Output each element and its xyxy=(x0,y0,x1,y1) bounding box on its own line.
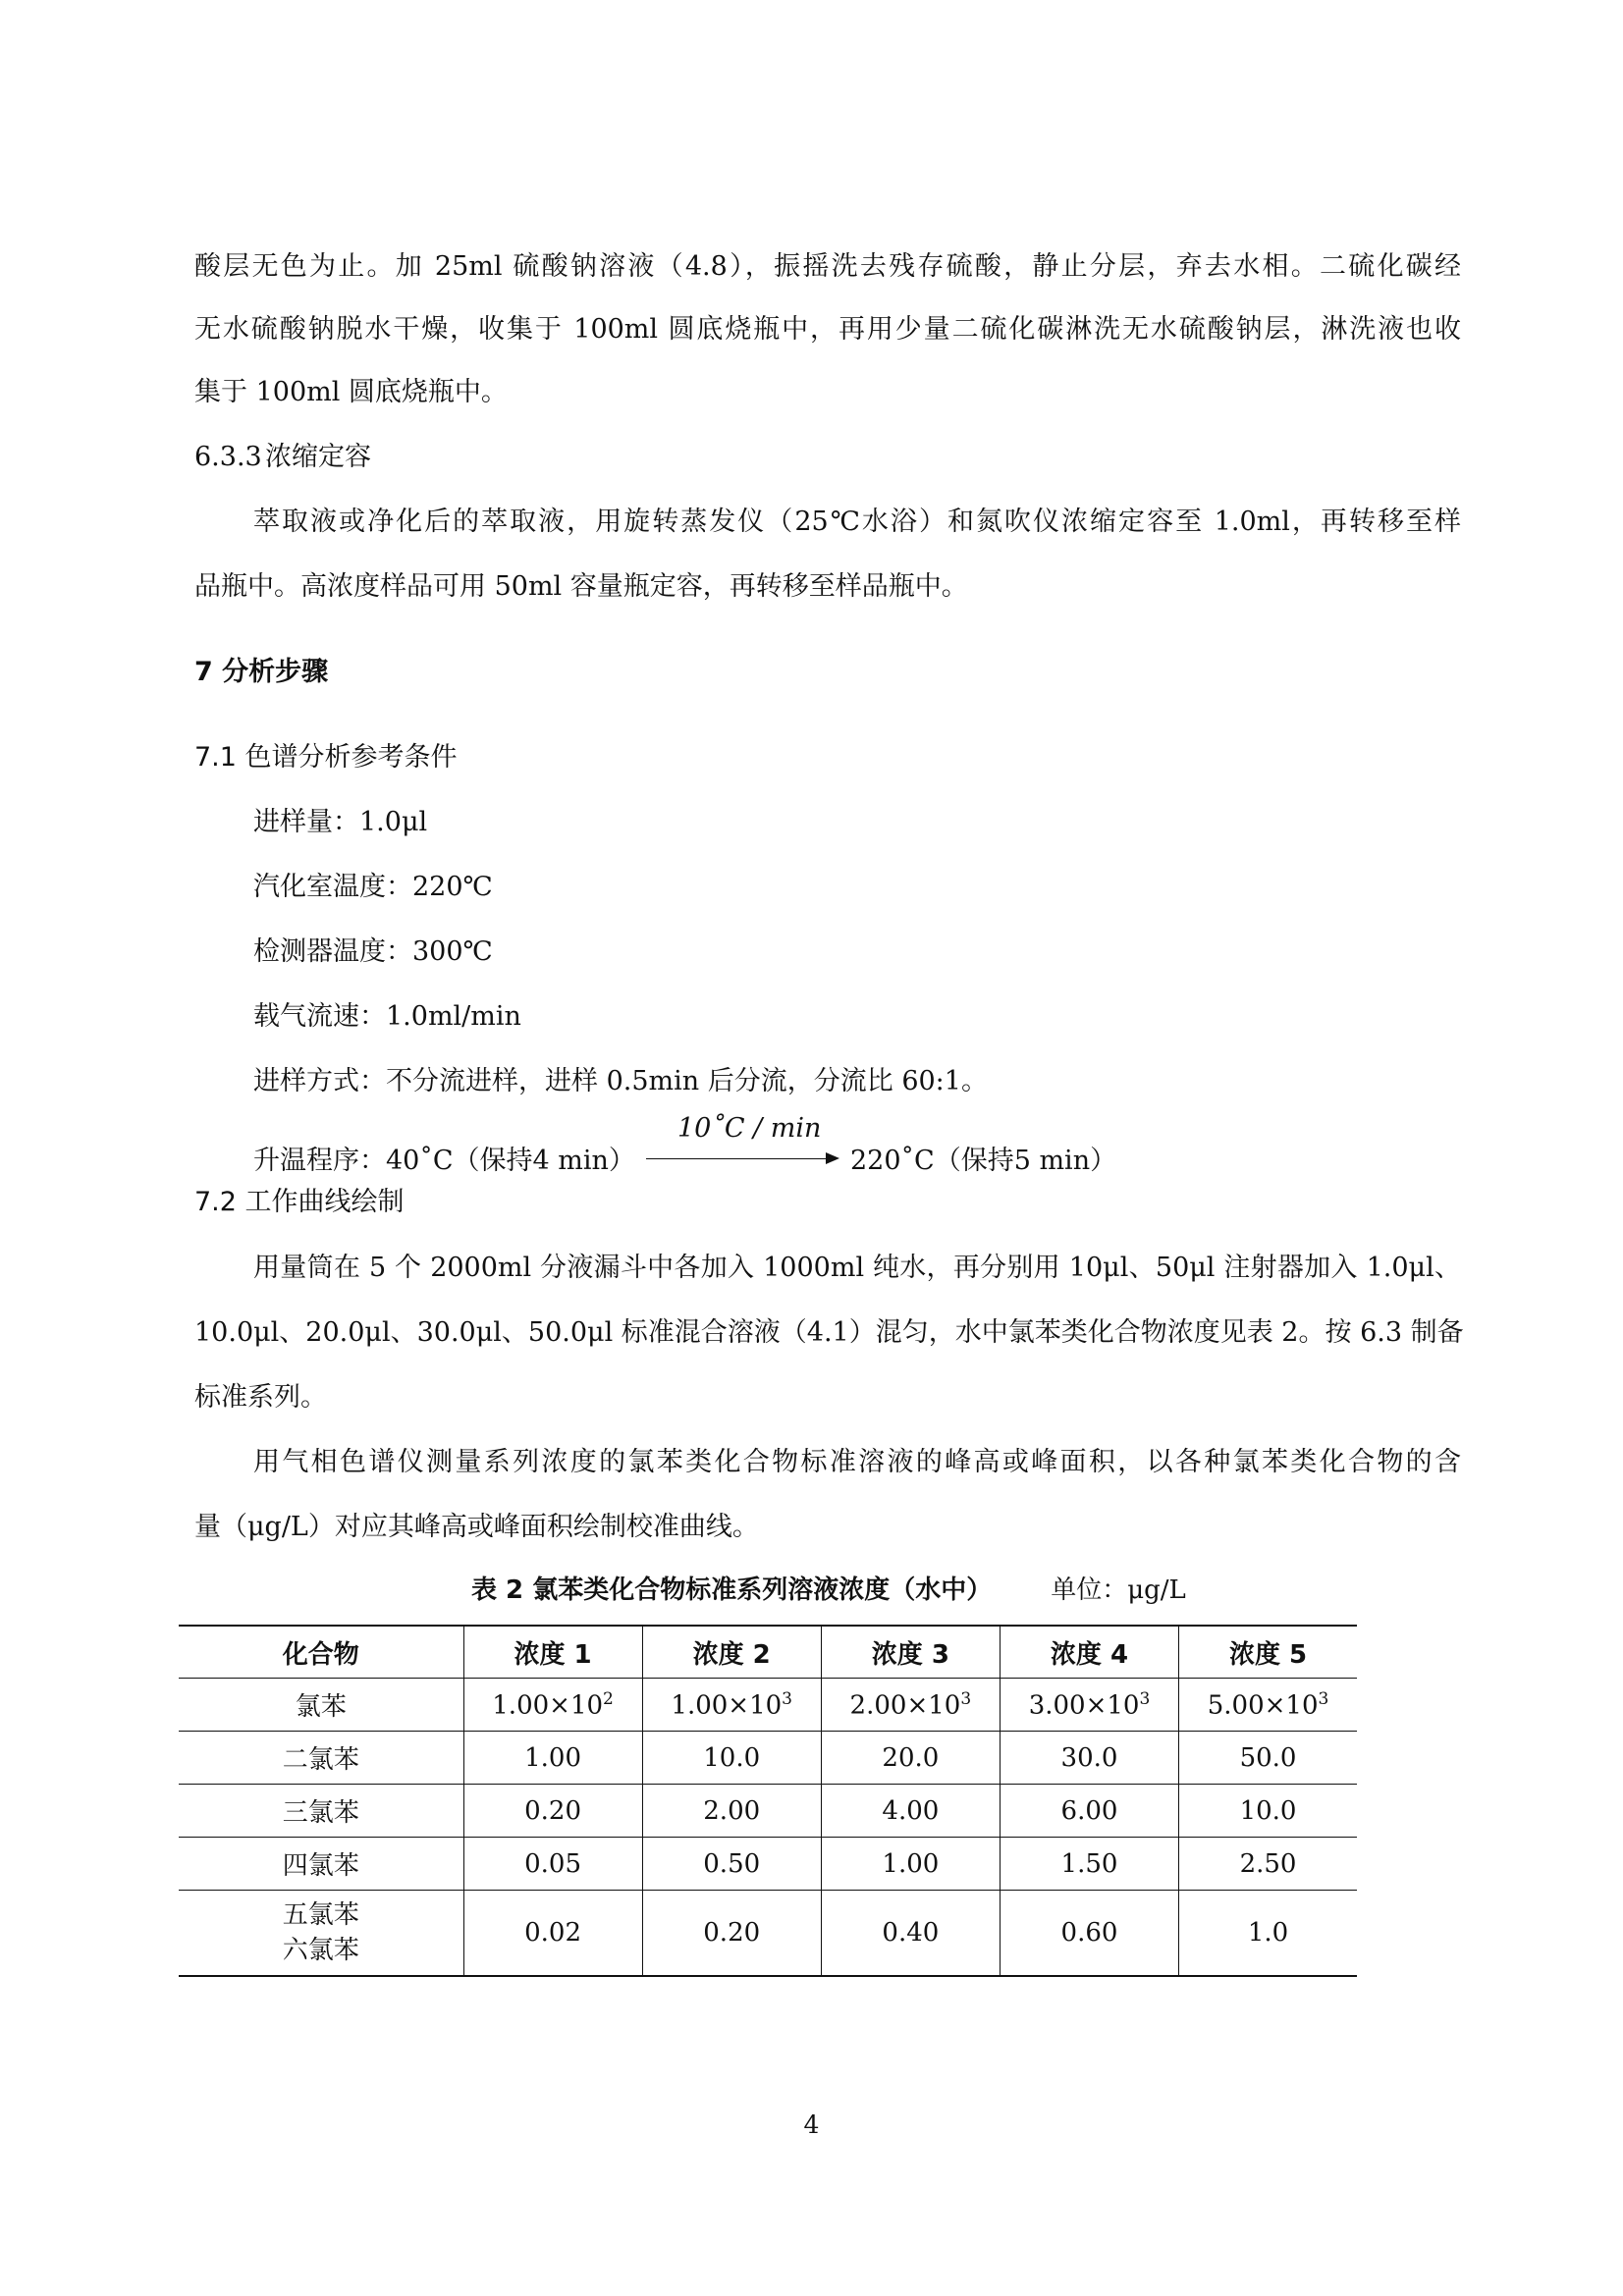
table-cell: 2.50 xyxy=(1179,1838,1357,1891)
right-arrow-icon xyxy=(646,1158,838,1159)
table-row xyxy=(179,1838,1357,1891)
mantissa: 1.00×10 xyxy=(671,1690,783,1721)
table-cell xyxy=(1000,1679,1178,1732)
table-cell: 30.0 xyxy=(1000,1732,1178,1785)
table-cell: 10.0 xyxy=(642,1732,821,1785)
compound-name: 二氯苯 xyxy=(179,1732,463,1785)
paragraph-line: 无水硫酸钠脱水干燥，收集于 100ml 圆底烧瓶中，再用少量二硫化碳淋洗无水硫酸钠层，淋洗液也收 xyxy=(194,314,1461,345)
table-cell: 2.00 xyxy=(642,1785,821,1838)
compound-name xyxy=(179,1891,463,1977)
table-cell xyxy=(1179,1679,1357,1732)
page-number: 4 xyxy=(803,2110,820,2139)
header-compound: 化合物 xyxy=(179,1626,463,1679)
table-unit: 单位：μg/L xyxy=(1051,1575,1186,1605)
table-cell xyxy=(821,1679,1000,1732)
table-row xyxy=(179,1679,1357,1732)
paragraph-line: 酸层无色为止。加 25ml 硫酸钠溶液（4.8），振摇洗去残存硫酸，静止分层，弃去水相。二硫化碳经 xyxy=(194,251,1461,282)
exponent: 3 xyxy=(1318,1688,1329,1709)
compound-name: 三氯苯 xyxy=(179,1785,463,1838)
formula-rate: 10˚C / min xyxy=(677,1113,822,1144)
paragraph-line: 10.0μl、20.0μl、30.0μl、50.0μl 标准混合溶液（4.1）混匀，水中氯苯类化合物浓度见表 2。按 6.3 制备 xyxy=(194,1317,1464,1348)
table-cell: 1.00 xyxy=(821,1838,1000,1891)
table-cell: 0.05 xyxy=(463,1838,642,1891)
table-cell: 1.50 xyxy=(1000,1838,1178,1891)
paragraph-line: 萃取液或净化后的萃取液，用旋转蒸发仪（25℃水浴）和氮吹仪浓缩定容至 1.0ml，再转移至样 xyxy=(253,507,1461,537)
table-cell xyxy=(463,1679,642,1732)
paragraph-line: 品瓶中。高浓度样品可用 50ml 容量瓶定容，再转移至样品瓶中。 xyxy=(194,571,968,602)
header-conc-5: 浓度 5 xyxy=(1179,1626,1357,1679)
section-heading-7: 7 分析步骤 xyxy=(194,657,329,687)
section-heading-7-2: 7.2 工作曲线绘制 xyxy=(194,1187,405,1217)
table-title: 表 2 氯苯类化合物标准系列溶液浓度（水中） xyxy=(471,1575,993,1605)
exponent: 2 xyxy=(603,1688,614,1709)
condition-line: 汽化室温度：220℃ xyxy=(253,872,493,902)
mantissa: 3.00×10 xyxy=(1028,1690,1140,1721)
compound-name-line: 六氯苯 xyxy=(282,1936,359,1965)
paragraph-line: 量（μg/L）对应其峰高或峰面积绘制校准曲线。 xyxy=(194,1512,759,1542)
section-title: 浓缩定容 xyxy=(265,442,371,472)
condition-line: 载气流速：1.0ml/min xyxy=(253,1001,521,1032)
table-row xyxy=(179,1732,1357,1785)
concentration-table xyxy=(179,1625,1357,1977)
mantissa: 2.00×10 xyxy=(849,1690,961,1721)
table-header-row xyxy=(179,1626,1357,1679)
table-cell: 4.00 xyxy=(821,1785,1000,1838)
table-cell: 1.00 xyxy=(463,1732,642,1785)
table-cell: 0.20 xyxy=(642,1891,821,1977)
table-cell: 0.60 xyxy=(1000,1891,1178,1977)
table-cell: 0.20 xyxy=(463,1785,642,1838)
section-number: 6.3.3 xyxy=(194,442,262,472)
exponent: 3 xyxy=(1139,1688,1151,1709)
table-cell: 10.0 xyxy=(1179,1785,1357,1838)
formula-end: 220˚C（保持5 min） xyxy=(850,1146,1117,1176)
condition-line: 进样方式：不分流进样，进样 0.5min 后分流，分流比 60:1。 xyxy=(253,1066,988,1096)
table-cell: 0.50 xyxy=(642,1838,821,1891)
compound-name: 氯苯 xyxy=(179,1679,463,1732)
section-heading-6-3-3 xyxy=(194,438,371,477)
table-cell: 50.0 xyxy=(1179,1732,1357,1785)
mantissa: 1.00×10 xyxy=(492,1690,604,1721)
condition-line: 进样量：1.0μl xyxy=(253,807,428,837)
exponent: 3 xyxy=(782,1688,792,1709)
paragraph-line: 用量筒在 5 个 2000ml 分液漏斗中各加入 1000ml 纯水，再分别用 10μl、50μl 注射器加入 1.0μl、 xyxy=(253,1253,1461,1283)
compound-name: 四氯苯 xyxy=(179,1838,463,1891)
table-cell: 6.00 xyxy=(1000,1785,1178,1838)
formula-start: 升温程序：40˚C（保持4 min） xyxy=(253,1146,635,1176)
header-conc-4: 浓度 4 xyxy=(1000,1626,1178,1679)
table-row xyxy=(179,1785,1357,1838)
header-conc-2: 浓度 2 xyxy=(642,1626,821,1679)
exponent: 3 xyxy=(960,1688,972,1709)
table-cell: 0.40 xyxy=(821,1891,1000,1977)
paragraph-line: 用气相色谱仪测量系列浓度的氯苯类化合物标准溶液的峰高或峰面积，以各种氯苯类化合物的含 xyxy=(253,1447,1461,1477)
header-conc-3: 浓度 3 xyxy=(821,1626,1000,1679)
table-cell xyxy=(642,1679,821,1732)
table-row xyxy=(179,1891,1357,1977)
table-caption xyxy=(471,1571,1186,1610)
table-cell: 20.0 xyxy=(821,1732,1000,1785)
condition-line: 检测器温度：300℃ xyxy=(253,936,493,967)
table-cell: 0.02 xyxy=(463,1891,642,1977)
compound-name-line: 五氯苯 xyxy=(282,1900,359,1930)
paragraph-line: 标准系列。 xyxy=(194,1382,327,1413)
paragraph-line: 集于 100ml 圆底烧瓶中。 xyxy=(194,377,508,407)
header-conc-1: 浓度 1 xyxy=(463,1626,642,1679)
section-heading-7-1: 7.1 色谱分析参考条件 xyxy=(194,742,458,773)
table-cell: 1.0 xyxy=(1179,1891,1357,1977)
mantissa: 5.00×10 xyxy=(1207,1690,1319,1721)
